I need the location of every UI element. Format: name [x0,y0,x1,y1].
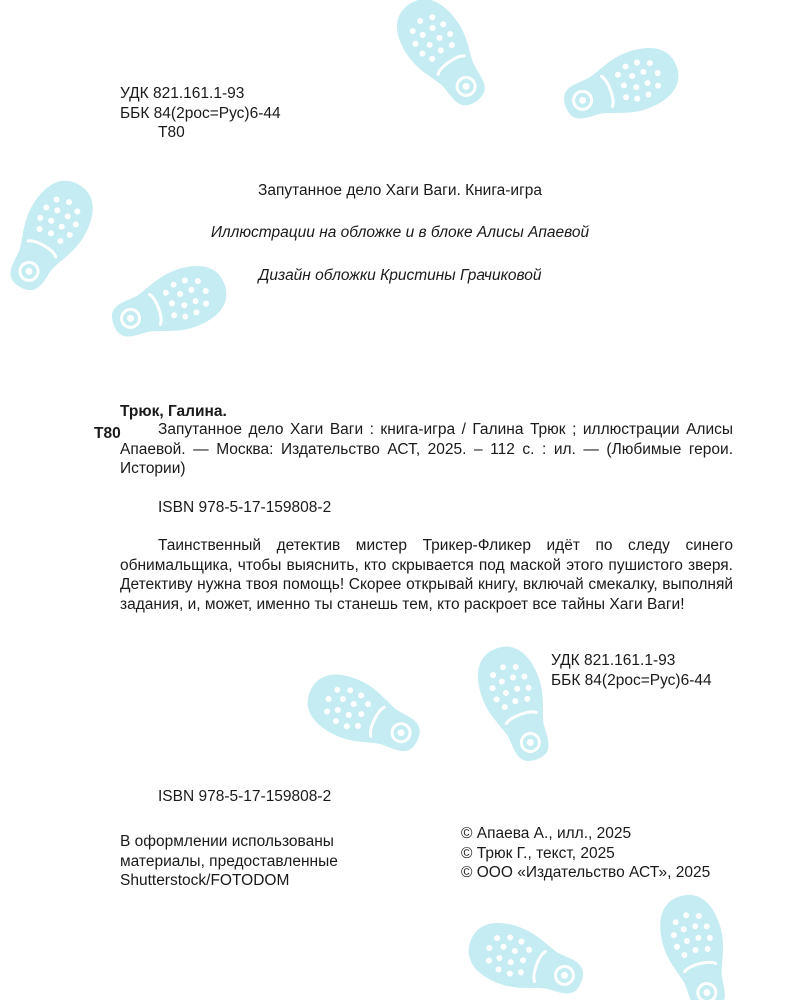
materials-line: В оформлении использованы [120,833,334,850]
materials-line: материалы, предоставленные [120,852,338,870]
copyright-line: © Трюк Г., текст, 2025 [461,844,615,862]
udk-block-bottom [551,651,712,690]
bibliographic-description: Запутанное дело Хаги Ваги : книга-игра / Галина Трюк ; иллюстрации Алисы Апаевой. — Москва: Издательство АСТ, 2025. – 112 с. : ил. — (Любимые герои. Истории) [120,421,733,477]
bbk-code: ББК 84(2рос=Рус)6-44 [551,671,712,689]
isbn: ISBN 978-5-17-159808-2 [158,499,332,516]
materials-line: Shutterstock/FOTODOM [120,872,290,889]
side-author-mark: Т80 [94,425,121,442]
isbn-bottom: ISBN 978-5-17-159808-2 [158,788,332,805]
author-heading: Трюк, Галина. [120,403,227,420]
udk-code: УДК 821.161.1-93 [120,85,245,102]
bbk-code: ББК 84(2рос=Рус)6-44 [120,104,281,122]
udk-block-top [120,84,281,143]
illustrations-credit: Иллюстрации на обложке и в блоке Алисы Апаевой [210,224,590,241]
materials-credit [120,832,338,891]
copyright-line: © ООО «Издательство АСТ», 2025 [461,864,711,881]
book-title-line: Запутанное дело Хаги Ваги. Книга-игра [258,182,542,199]
copyright-block [461,824,710,883]
udk-code: УДК 821.161.1-93 [551,652,676,669]
cover-design-credit: Дизайн обложки Кристины Грачиковой [258,267,542,284]
copyright-line: © Апаева А., илл., 2025 [461,825,632,842]
author-mark: Т80 [158,124,185,141]
annotation: Таинственный детектив мистер Трикер-Фликер идёт по следу синего обнимальщика, чтобы выяснить, кто скрывается под маской этого пушистого зверя. Детективу нужна твоя помощь! Скорее открывай книгу, включай смекалку, выполняй задания, и, может, именно ты станешь тем, кто раскроет все тайны Хаги Ваги! [120,537,733,613]
